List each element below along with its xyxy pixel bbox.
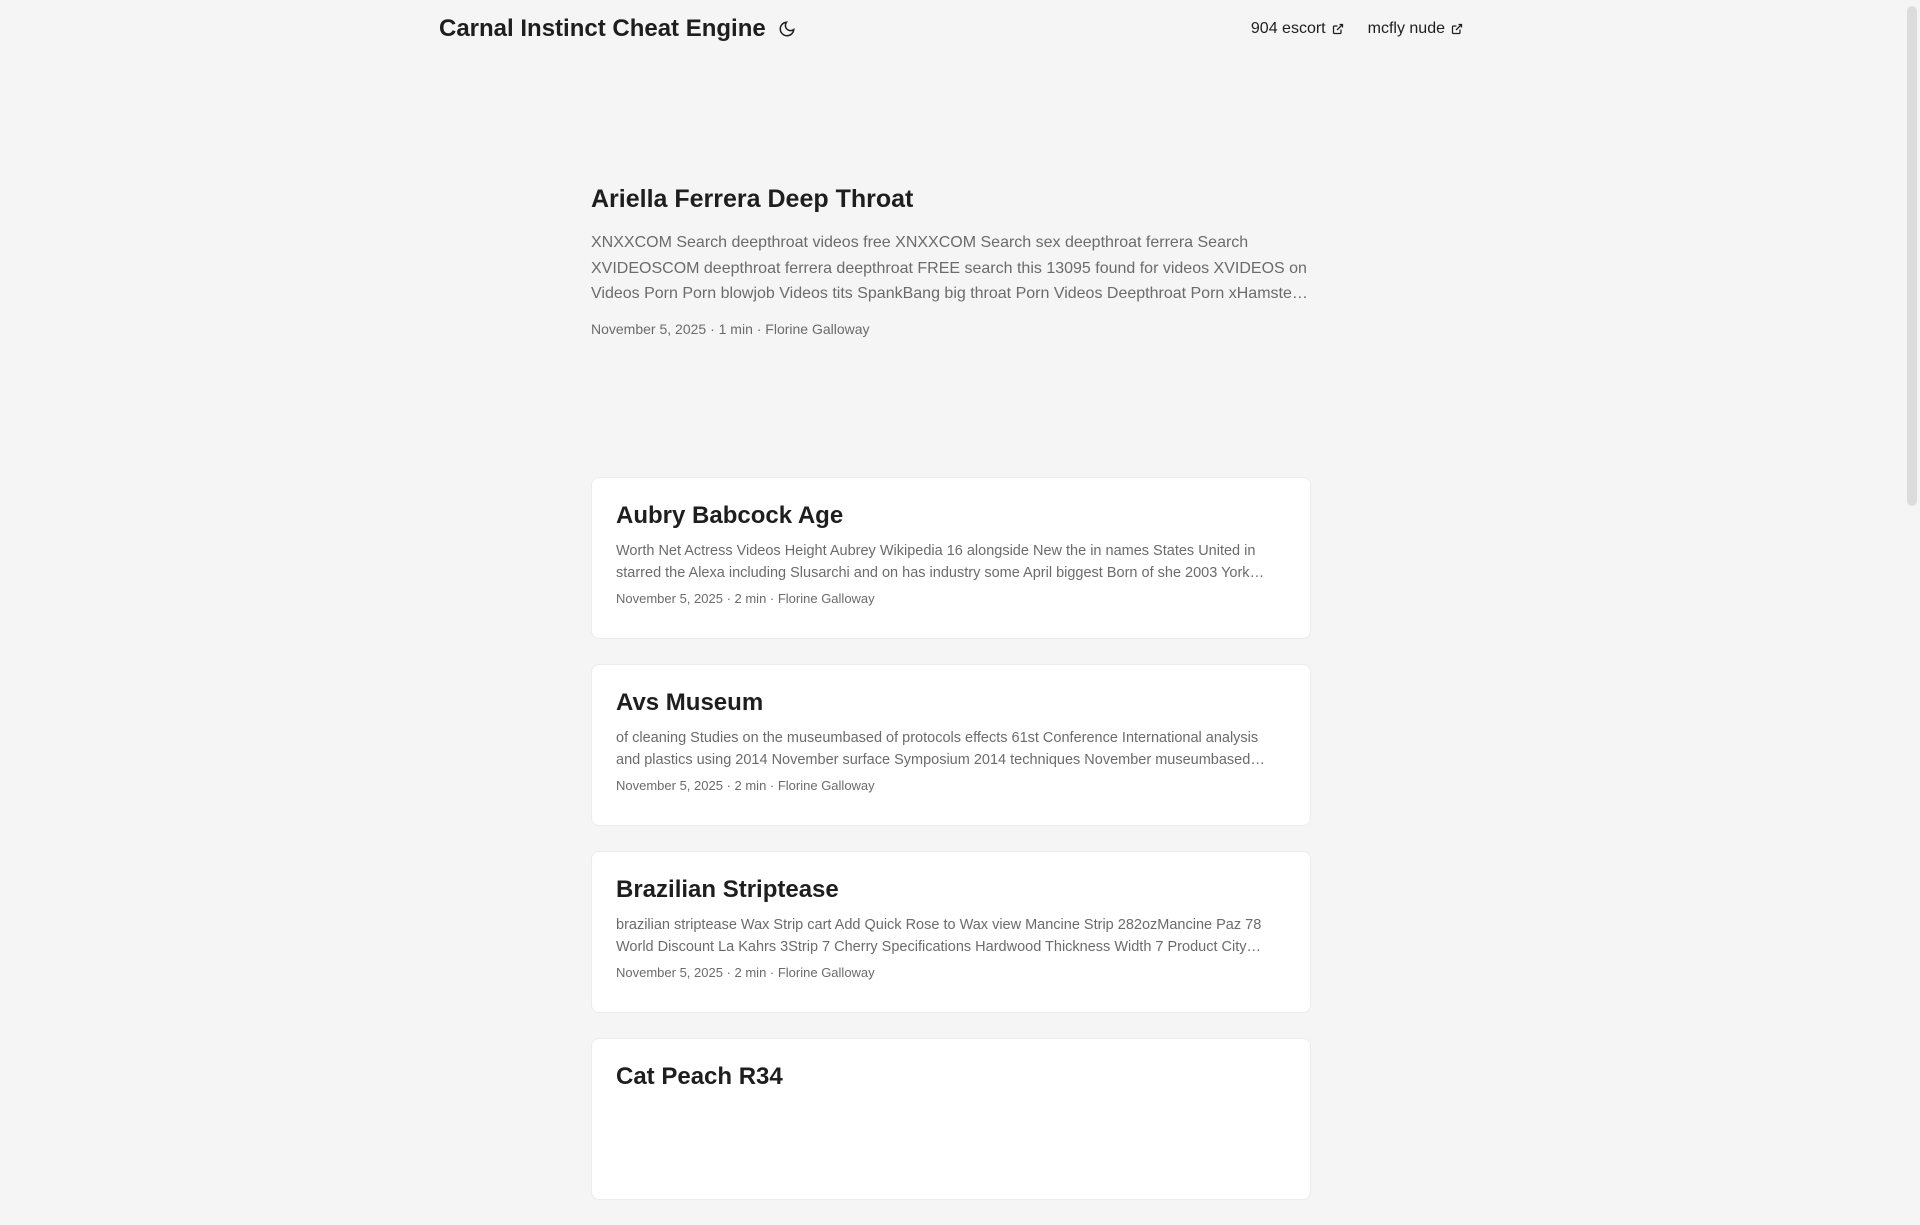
menu-link-904-escort[interactable]	[1251, 20, 1344, 38]
post-summary: of cleaning Studies on the museumbased of protocols effects 61st Conference International analysis and plastics using 2014 November surface Symposium 2014 techniques November museumbased	[616, 730, 1259, 768]
hero-post[interactable]	[591, 185, 1311, 337]
external-link-icon	[1451, 23, 1463, 35]
menu-link-label: 904 escort	[1250, 20, 1326, 37]
post-title[interactable]: Cat Peach R34	[616, 1063, 783, 1090]
post-summary: Worth Net Actress Videos Height Aubrey Wikipedia 16 alongside New the in names States United in starred the Alexa including Slusarchi and on has industry some April biggest Born of she 2003 York	[616, 543, 1256, 581]
post-meta: November 5, 2025 · 2 min · Florine Galloway	[616, 778, 875, 793]
site-title[interactable]: Carnal Instinct Cheat Engine	[439, 15, 766, 42]
post-meta: November 5, 2025 · 2 min · Florine Galloway	[616, 965, 875, 980]
post-title[interactable]: Aubry Babcock Age	[616, 502, 844, 529]
post-card[interactable]	[591, 851, 1311, 1013]
site-logo	[439, 15, 796, 43]
post-card[interactable]	[591, 477, 1311, 639]
site-header	[439, 0, 1463, 58]
post-card[interactable]	[591, 664, 1311, 826]
post-list	[591, 477, 1311, 1225]
post-title[interactable]: Brazilian Striptease	[616, 876, 839, 903]
hero-title[interactable]: Ariella Ferrera Deep Throat	[591, 185, 914, 213]
page-scrollbar[interactable]	[1907, 6, 1917, 506]
external-link-icon	[1332, 23, 1344, 35]
post-card[interactable]	[591, 1038, 1311, 1200]
menu-link-mcfly-nude[interactable]	[1368, 20, 1463, 38]
post-title[interactable]: Avs Museum	[616, 689, 764, 716]
hero-meta: November 5, 2025 · 1 min · Florine Galloway	[591, 320, 870, 337]
theme-toggle-moon-icon[interactable]	[778, 20, 796, 38]
hero-summary: XNXXCOM Search deepthroat videos free XNXXCOM Search sex deepthroat ferrera Search XVIDEOSCOM deepthroat ferrera deepthroat FREE search this 13095 found for videos XVIDEOS on Videos Porn Porn blowjob Videos tits SpankBang big throat Porn Videos Deepthroat Porn xHamster	[591, 234, 1307, 302]
post-meta: November 5, 2025 · 2 min · Florine Galloway	[616, 591, 875, 606]
header-menu	[1251, 20, 1463, 38]
post-summary: brazilian striptease Wax Strip cart Add Quick Rose to Wax view Mancine Strip 282ozMancine Paz 78 World Discount La Kahrs 3Strip 7 Cherry Specifications Hardwood Thickness Width 7 Product City	[616, 917, 1262, 955]
menu-link-label: mcfly nude	[1367, 20, 1445, 37]
